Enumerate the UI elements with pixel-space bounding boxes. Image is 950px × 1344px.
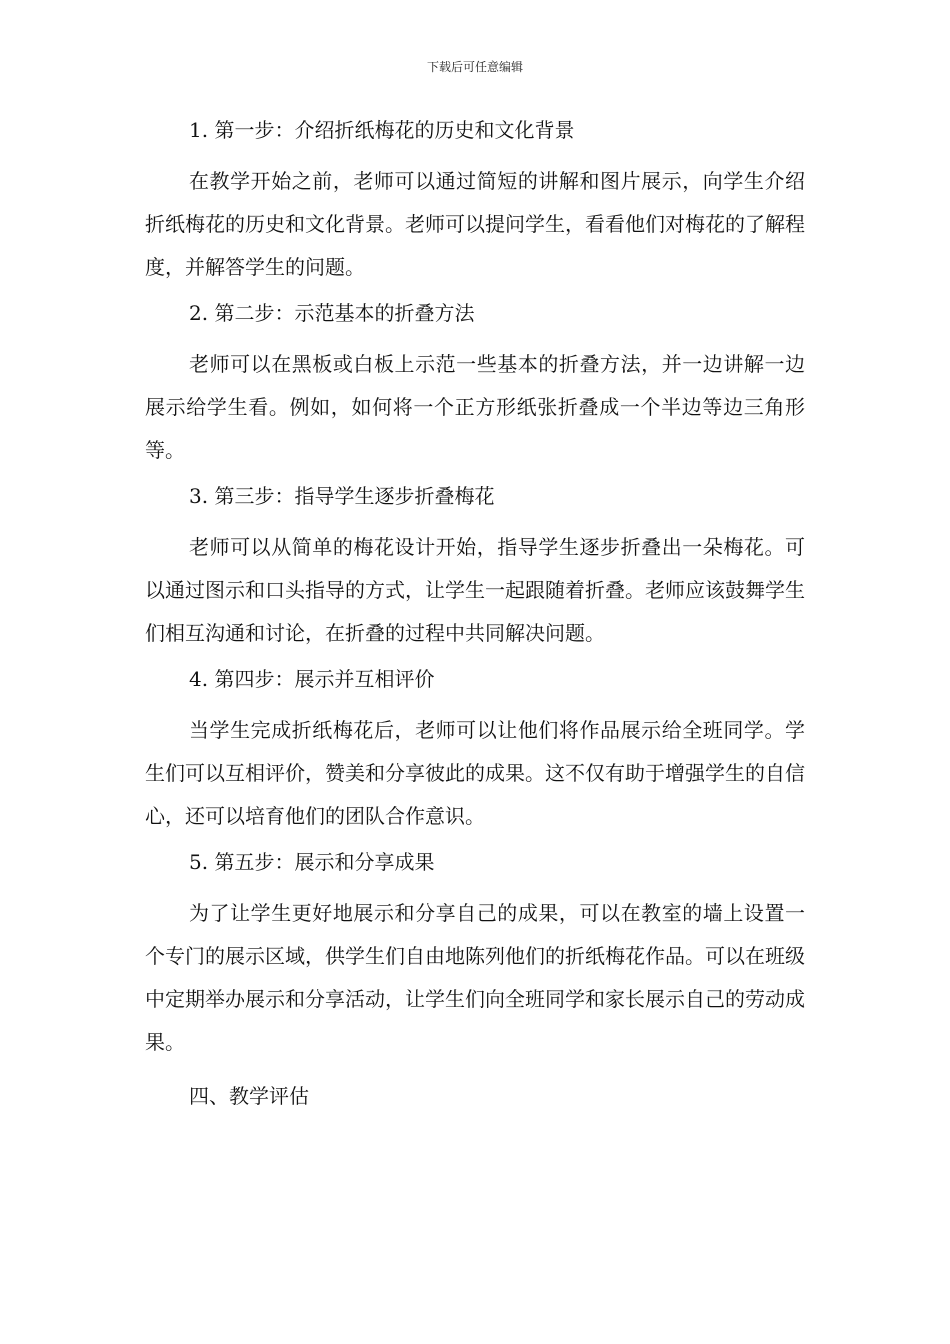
step-paragraph-1: 在教学开始之前，老师可以通过简短的讲解和图片展示，向学生介绍折纸梅花的历史和文化背景。老师可以提问学生，看看他们对梅花的了解程度，并解答学生的问题。	[145, 169, 805, 279]
step-heading-1: 1. 第一步：介绍折纸梅花的历史和文化背景	[189, 118, 575, 142]
step-heading-3: 3. 第三步：指导学生逐步折叠梅花	[189, 484, 495, 508]
step-heading-4: 4. 第四步：展示并互相评价	[189, 667, 435, 691]
section-heading-evaluation: 四、教学评估	[189, 1084, 309, 1108]
document-body	[145, 112, 805, 1114]
step-paragraph-2: 老师可以在黑板或白板上示范一些基本的折叠方法，并一边讲解一边展示给学生看。例如，如何将一个正方形纸张折叠成一个半边等边三角形等。	[145, 352, 805, 462]
step-heading-5: 5. 第五步：展示和分享成果	[189, 850, 435, 874]
page-header-note: 下载后可任意编辑	[426, 60, 523, 74]
step-heading-2: 2. 第二步：示范基本的折叠方法	[189, 301, 475, 325]
step-paragraph-3: 老师可以从简单的梅花设计开始，指导学生逐步折叠出一朵梅花。可以通过图示和口头指导的方式，让学生一起跟随着折叠。老师应该鼓舞学生们相互沟通和讨论，在折叠的过程中共同解决问题。	[145, 535, 805, 645]
step-paragraph-4: 当学生完成折纸梅花后，老师可以让他们将作品展示给全班同学。学生们可以互相评价，赞美和分享彼此的成果。这不仅有助于增强学生的自信心，还可以培育他们的团队合作意识。	[145, 718, 805, 828]
step-paragraph-5: 为了让学生更好地展示和分享自己的成果，可以在教室的墙上设置一个专门的展示区域，供学生们自由地陈列他们的折纸梅花作品。可以在班级中定期举办展示和分享活动，让学生们向全班同学和家长展示自己的劳动成果。	[145, 901, 805, 1054]
